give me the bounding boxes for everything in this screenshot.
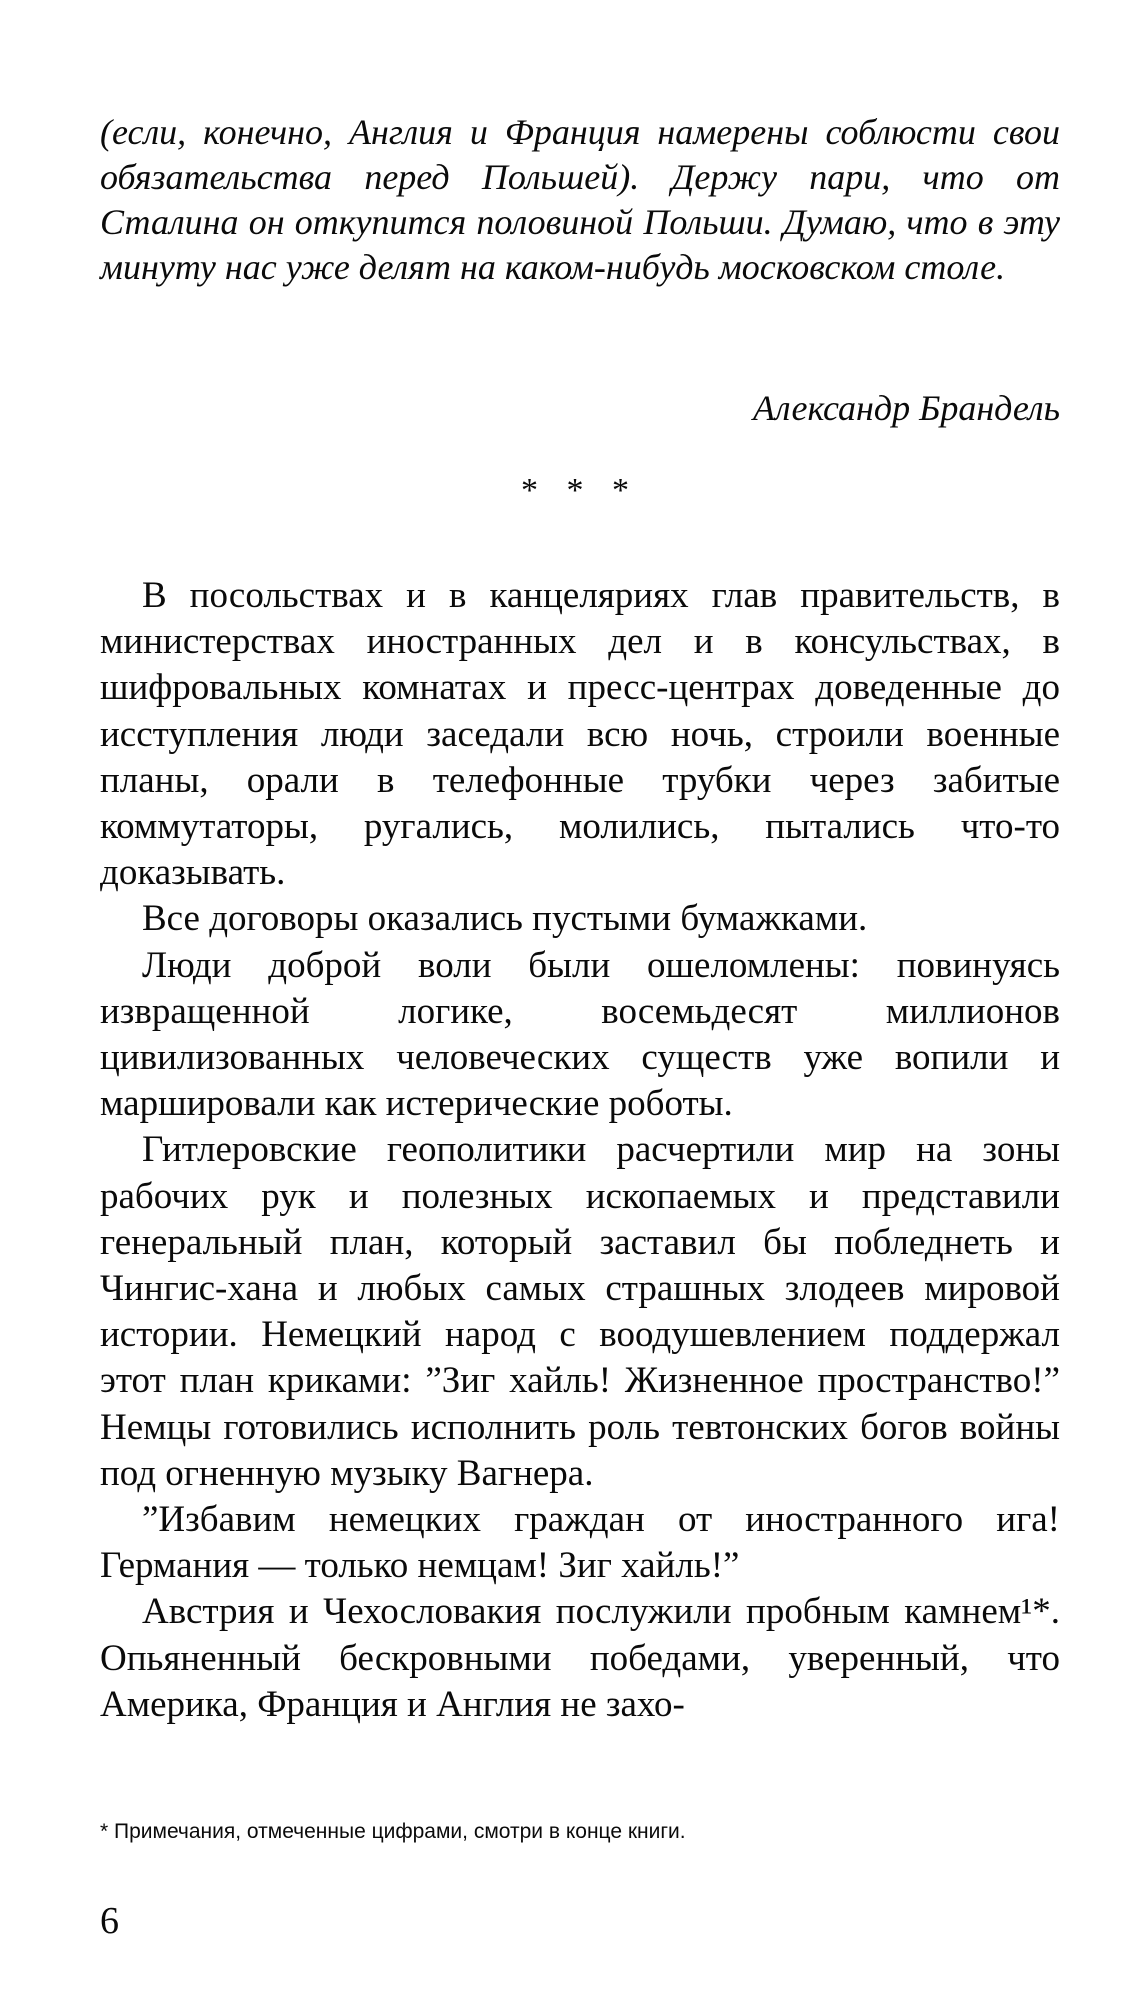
main-text	[100, 573, 1060, 1728]
paragraph: Гитлеровские геополитики расчертили мир на зоны рабочих рук и полезных ископаемых и представили генеральный план, который заставил бы побледнеть и Чингис-хана и любых самых страшных злодеев мировой истории. Немецкий народ с воодушевлением поддержал этот план криками: ”Зиг хайль! Жизненное пространство!” Немцы готовились исполнить роль тевтонских богов войны под огненную музыку Вагнера.	[100, 1129, 1060, 1494]
paragraph: Австрия и Чехословакия послужили пробным камнем¹*. Опьяненный бескровными победами, уверенный, что Америка, Франция и Англия не захо-	[100, 1591, 1060, 1725]
paragraph: В посольствах и в канцеляриях глав правительств, в министерствах иностранных дел и в консульствах, в шифровальных комнатах и пресс-центрах доведенные до исступления люди заседали всю ночь, строили военные планы, орали в телефонные трубки через забитые коммутаторы, ругались, молились, пытались что-то доказывать.	[100, 575, 1060, 894]
paragraph: ”Избавим немецких граждан от иностранного ига! Германия — только немцам! Зиг хайль!”	[100, 1499, 1060, 1587]
quote-author: Александр Брандель	[752, 388, 1060, 428]
paragraph: Люди доброй воли были ошеломлены: повинуясь извращенной логике, восемьдесят миллионов цивилизованных человеческих существ уже вопили и маршировали как истерические роботы.	[100, 944, 1060, 1125]
paragraph: Все договоры оказались пустыми бумажками.	[142, 898, 868, 940]
section-separator: * * *	[521, 472, 639, 509]
epigraph-quote: (если, конечно, Англия и Франция намерены соблюсти свои обязательства перед Польшей). Держу пари, что от Сталина он откупится половиной Польши. Думаю, что в эту минуту нас уже делят на каком-нибудь московском столе.	[100, 112, 1060, 287]
footnote: * Примечания, отмеченные цифрами, смотри в конце книги.	[100, 1820, 686, 1843]
page-number: 6	[100, 1900, 119, 1942]
